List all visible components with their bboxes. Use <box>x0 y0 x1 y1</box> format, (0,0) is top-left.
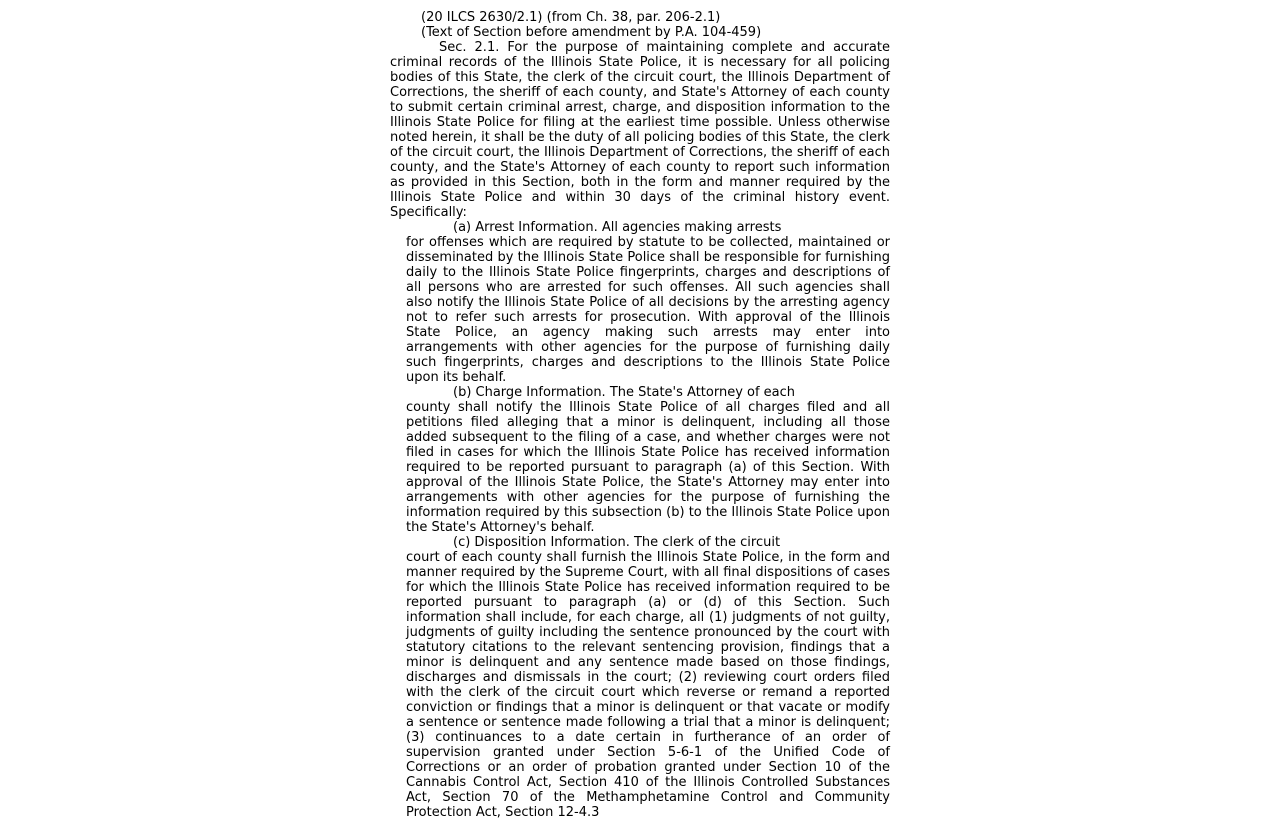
subsection-b-body: county shall notify the Illinois State Police of all charges filed and all petitions filed alleging that a minor is delinquent, including all those added subsequent to the filing of a case, and whether charges were not filed in cases for which the Illinois State Police has received information required to be reported pursuant to paragraph (a) of this Section. With approval of the Illinois State Police, the State's Attorney may enter into arrangements with other agencies for the purpose of furnishing the information required by this subsection (b) to the Illinois State Police upon the State's Attorney's behalf. <box>406 400 890 535</box>
subsection-c <box>406 535 890 820</box>
subsection-c-heading: (c) Disposition Information. The clerk of the circuit <box>453 535 781 550</box>
subsection-b <box>406 385 890 535</box>
statute-citation: (20 ILCS 2630/2.1) (from Ch. 38, par. 206-2.1) <box>421 10 721 25</box>
subsection-b-heading: (b) Charge Information. The State's Attorney of each <box>453 385 796 400</box>
statute-document <box>390 10 890 820</box>
subsection-a-body: for offenses which are required by statute to be collected, maintained or disseminated by the Illinois State Police shall be responsible for furnishing daily to the Illinois State Police fingerprints, charges and descriptions of all persons who are arrested for such offenses. All such agencies shall also notify the Illinois State Police of all decisions by the arresting agency not to refer such arrests for prosecution. With approval of the Illinois State Police, an agency making such arrests may enter into arrangements with other agencies for the purpose of furnishing daily such fingerprints, charges and descriptions to the Illinois State Police upon its behalf. <box>406 235 890 385</box>
section-intro-paragraph: Sec. 2.1. For the purpose of maintaining complete and accurate criminal records of the Illinois State Police, it is necessary for all policing bodies of this State, the clerk of the circuit court, the Illinois Department of Corrections, the sheriff of each county, and State's Attorney of each county to submit certain criminal arrest, charge, and disposition information to the Illinois State Police for filing at the earliest time possible. Unless otherwise noted herein, it shall be the duty of all policing bodies of this State, the clerk of the circuit court, the Illinois Department of Corrections, the sheriff of each county, and the State's Attorney of each county to report such information as provided in this Section, both in the form and manner required by the Illinois State Police and within 30 days of the criminal history event. Specifically: <box>390 40 890 220</box>
subsection-c-body: court of each county shall furnish the Illinois State Police, in the form and manner required by the Supreme Court, with all final dispositions of cases for which the Illinois State Police has received information required to be reported pursuant to paragraph (a) or (d) of this Section. Such information shall include, for each charge, all (1) judgments of not guilty, judgments of guilty including the sentence pronounced by the court with statutory citations to the relevant sentencing provision, findings that a minor is delinquent and any sentence made based on those findings, discharges and dismissals in the court; (2) reviewing court orders filed with the clerk of the circuit court which reverse or remand a reported conviction or findings that a minor is delinquent or that vacate or modify a sentence or sentence made following a trial that a minor is delinquent; (3) continuances to a date certain in furtherance of an order of supervision granted under Section 5-6-1 of the Unified Code of Corrections or an order of probation granted under Section 10 of the Cannabis Control Act, Section 410 of the Illinois Controlled Substances Act, Section 70 of the Methamphetamine Control and Community Protection Act, Section 12-4.3 <box>406 550 890 820</box>
subsection-a-heading: (a) Arrest Information. All agencies making arrests <box>453 220 782 235</box>
version-note: (Text of Section before amendment by P.A. 104-459) <box>421 25 762 40</box>
subsection-a <box>406 220 890 385</box>
